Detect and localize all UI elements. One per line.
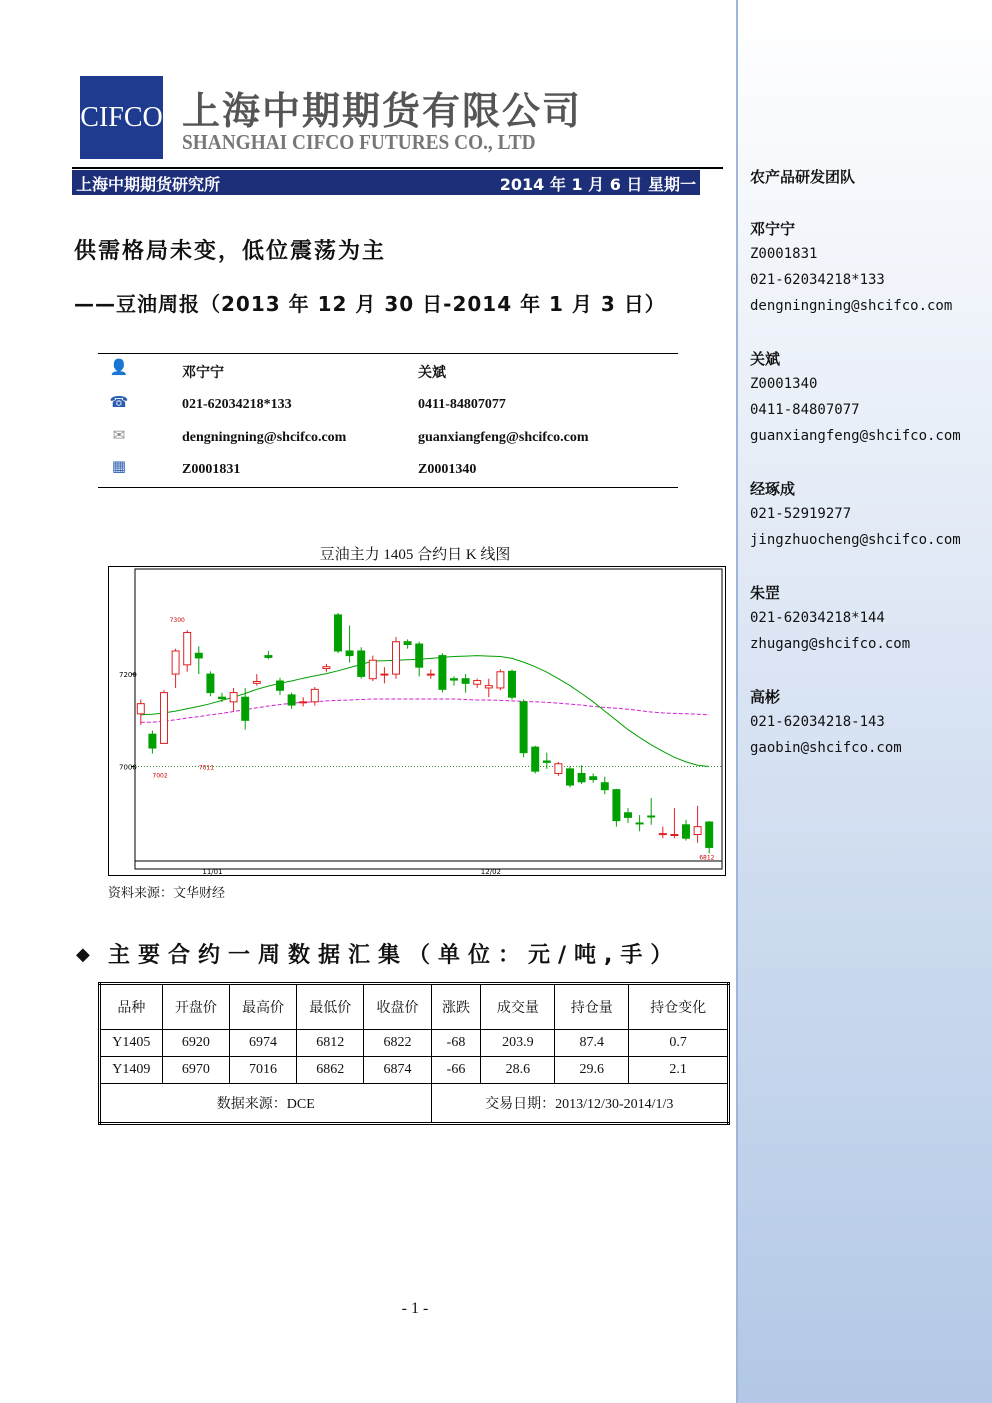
header-banner [72,170,700,195]
candle-body [369,660,376,678]
candle-body [451,679,458,680]
y-tick-label: 7200 [119,671,137,680]
candle-body [172,651,179,674]
candle-body [555,764,562,774]
sidebar-person-name: 经琢成 [750,480,796,498]
sidebar-person-line: Z0001831 [750,246,818,262]
candle-body [242,697,249,720]
table-header-cell: 涨跌 [431,984,481,1030]
candle-body [277,681,284,690]
company-name-cn: 上海中期期货有限公司 [182,89,583,133]
candle-body [219,697,226,698]
kline-chart-svg [109,567,725,875]
candle-body [346,651,353,656]
table-header-cell: 品种 [100,984,163,1030]
table-header-row [100,984,729,1030]
sidebar-person-email[interactable]: gaobin@shcifco.com [750,740,902,756]
candle-body [474,681,481,685]
candle-body [694,827,701,835]
table-cell: 28.6 [481,1057,555,1084]
candle-body [195,653,202,658]
certificate-icon: ▦ [111,457,127,475]
candle-body [567,769,574,785]
candle-body [648,816,655,817]
header-divider [72,167,723,169]
x-tick-label: 12/02 [480,868,501,875]
table-cell: Y1405 [100,1030,163,1057]
phone-icon: ☎ [109,393,129,411]
candle-body [335,615,342,651]
sidebar-person-name: 关斌 [750,350,781,368]
table-cell: -68 [431,1030,481,1057]
table-cell: 29.6 [555,1057,629,1084]
sidebar-person-email[interactable]: dengningning@shcifco.com [750,298,953,314]
sidebar-person-email[interactable]: jingzhuocheng@shcifco.com [750,532,961,548]
section-title: 主要合约一周数据汇集（单位：元/吨,手） [108,943,681,968]
company-name-en: SHANGHAI CIFCO FUTURES CO., LTD [182,130,536,154]
table-header-cell: 最高价 [229,984,296,1030]
sidebar-person-line: Z0001340 [750,376,818,392]
table-cell: 7016 [229,1057,296,1084]
table-cell: 203.9 [481,1030,555,1057]
institute-name: 上海中期期货研究所 [76,175,221,194]
table-cell: 6920 [162,1030,229,1057]
x-tick-label: 11/01 [202,868,223,875]
sidebar-person-line: 0411-84807077 [750,402,860,418]
candle-body [532,747,539,771]
sidebar-person-email[interactable]: zhugang@shcifco.com [750,636,911,652]
table-cell: 6862 [297,1057,364,1084]
table-cell: 2.1 [629,1057,729,1084]
ma-line-magenta [141,699,709,722]
table-footer-source: 数据来源：DCE [100,1084,432,1124]
sidebar-person-line: 021-52919277 [750,506,852,522]
sidebar-person-name: 高彬 [750,688,781,706]
candle-body [393,642,400,674]
table-header-cell: 持仓变化 [629,984,729,1030]
table-cell: -66 [431,1057,481,1084]
table-row [100,1030,729,1057]
candle-body [300,702,307,703]
diamond-bullet-icon: ◆ [76,944,90,965]
candle-body [323,667,330,669]
page-number: - 1 - [401,1300,429,1317]
research-team-sidebar [736,0,992,1403]
candle-body [706,822,713,847]
table-cell: 6812 [297,1030,364,1057]
candle-body [404,642,411,645]
candle-body [207,674,214,692]
y-tick-label: 7000 [119,763,137,772]
candle-body [184,632,191,664]
candle-body [161,693,168,744]
company-logo: CIFCO [80,76,163,159]
candle-body [462,679,469,684]
contact-phone-1: 021-62034218*133 [182,397,292,412]
table-header-cell: 持仓量 [555,984,629,1030]
candle-body [439,656,446,690]
table-cell: 87.4 [555,1030,629,1057]
candle-body [230,693,237,702]
candle-body [358,651,365,676]
contact-phone-2: 0411-84807077 [418,397,506,412]
candle-body [381,674,388,675]
candle-body [625,813,632,818]
kline-chart [108,566,726,876]
contact-email-1[interactable]: dengningning@shcifco.com [182,430,347,445]
candle-body [613,790,620,821]
table-footer-row [100,1084,729,1124]
candle-body [543,761,550,762]
table-header-cell: 成交量 [481,984,555,1030]
sidebar-person-email[interactable]: guanxiangfeng@shcifco.com [750,428,961,444]
sidebar-person-name: 邓宁宁 [750,220,796,238]
table-footer-dates: 交易日期：2013/12/30-2014/1/3 [431,1084,728,1124]
contact-name-1: 邓宁宁 [182,366,224,381]
contact-top-rule [98,353,678,354]
candle-body [149,734,156,748]
candle-body [636,823,643,824]
candle-body [288,695,295,705]
candle-body [497,672,504,688]
price-annotation: 6812 [699,854,715,862]
ma-line-green [141,656,709,767]
table-header-cell: 开盘价 [162,984,229,1030]
candle-body [520,702,527,753]
price-annotation: 7011 [198,764,215,772]
report-subtitle: ——豆油周报（2013 年 12 月 30 日-2014 年 1 月 3 日） [74,292,666,316]
report-title: 供需格局未变，低位震荡为主 [74,239,387,264]
candle-body [590,777,597,780]
contact-email-2[interactable]: guanxiangfeng@shcifco.com [418,430,589,445]
contact-license-1: Z0001831 [182,462,241,477]
person-icon: 👤 [109,358,129,376]
candle-body [311,689,318,701]
chart-caption: 豆油主力 1405 合约日 K 线图 [319,547,511,563]
plot-frame [135,569,722,869]
weekly-data-table [98,982,730,1125]
table-cell: 6822 [364,1030,431,1057]
sidebar-person-line: 021-62034218*133 [750,272,885,288]
sidebar-person-line: 021-62034218-143 [750,714,885,730]
candle-body [485,686,492,688]
chart-source: 资料来源：文华财经 [108,886,226,901]
table-header-cell: 最低价 [297,984,364,1030]
contact-bottom-rule [98,487,678,488]
price-annotation: 7300 [169,616,185,624]
table-cell: 6970 [162,1057,229,1084]
candle-body [253,681,260,683]
sidebar-person-name: 朱罡 [750,584,781,602]
table-header-cell: 收盘价 [364,984,431,1030]
report-date: 2014 年 1 月 6 日 星期一 [499,175,696,194]
contact-name-2: 关斌 [418,366,446,381]
candle-body [427,674,434,675]
candle-body [416,644,423,667]
table-cell: Y1409 [100,1057,163,1084]
candle-body [683,825,690,838]
table-cell: 6874 [364,1057,431,1084]
sidebar-person-line: 021-62034218*144 [750,610,885,626]
envelope-icon: ✉ [112,426,126,444]
candle-body [659,834,666,835]
candle-body [671,834,678,835]
table-cell: 6974 [229,1030,296,1057]
candle-body [265,656,272,658]
table-row [100,1057,729,1084]
team-title: 农产品研发团队 [750,168,856,186]
candle-body [601,783,608,790]
candle-body [578,773,585,781]
contact-license-2: Z0001340 [418,462,477,477]
table-cell: 0.7 [629,1030,729,1057]
price-annotation: 7002 [152,772,168,780]
candle-body [137,704,144,714]
candle-body [509,671,516,697]
